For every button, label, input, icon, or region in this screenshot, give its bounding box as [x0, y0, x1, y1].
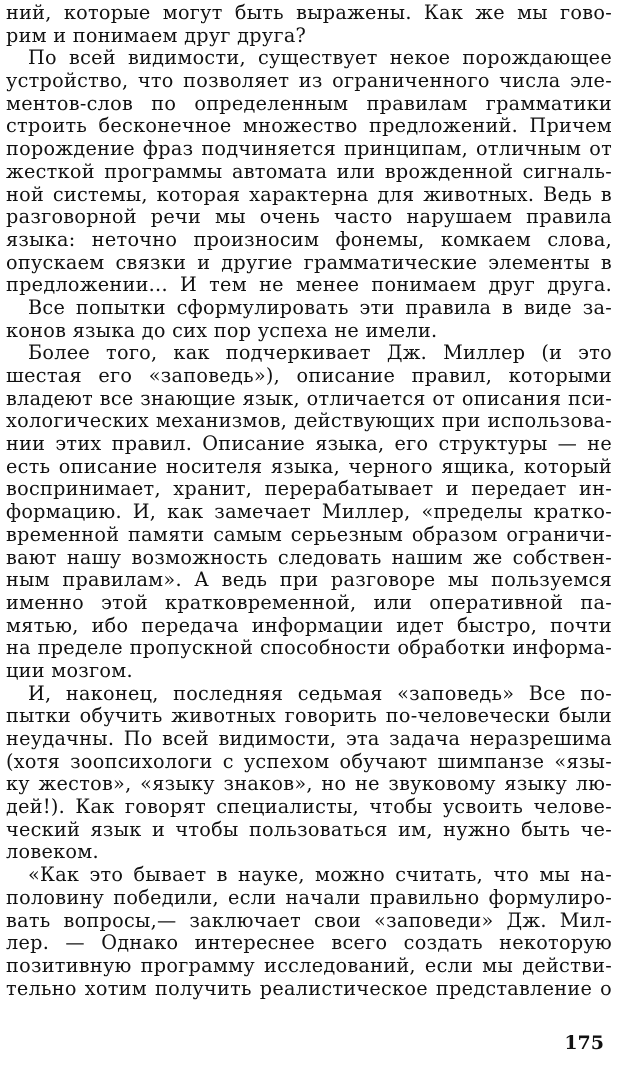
- text-line: мятью, ибо передача информации идет быстро, почти: [6, 614, 612, 637]
- text-line: ции мозгом.: [6, 659, 133, 682]
- text-line: вают нашу возможность следовать нашим же собствен-: [6, 546, 612, 569]
- text-line: Более того, как подчеркивает Дж. Миллер (и это: [28, 342, 612, 365]
- text-line: хологических механизмов, действующих при использова-: [6, 410, 612, 433]
- text-line: разговорной речи мы очень часто нарушаем правила: [6, 206, 612, 229]
- text-line: именно этой кратковременной, или оперативной па-: [6, 591, 612, 614]
- text-line: языка: неточно произносим фонемы, комкаем слова,: [6, 228, 612, 251]
- text-line: дей!). Как говорят специалисты, чтобы усвоить челове-: [6, 796, 612, 819]
- text-line: ным правилам». А ведь при разговоре мы пользуемся: [6, 569, 612, 592]
- text-line: ной системы, которая характерна для животных. Ведь в: [6, 183, 612, 206]
- page-number: 175: [564, 1032, 604, 1054]
- text-line: По всей видимости, существует некое порождающее: [28, 47, 612, 70]
- text-line: формацию. И, как замечает Миллер, «пределы кратко-: [6, 501, 612, 524]
- text-line: (хотя зоопсихологи с успехом обучают шимпанзе «язы-: [6, 750, 612, 773]
- text-line: шестая его «заповедь»), описание правил, которыми: [6, 365, 612, 387]
- text-line: опускаем связки и другие грамматические элементы в: [6, 251, 612, 274]
- text-line: есть описание носителя языка, черного ящика, который: [6, 455, 612, 478]
- text-line: строить бесконечное множество предложений. Причем: [6, 115, 612, 138]
- text-line: рим и понимаем друг друга?: [6, 24, 307, 47]
- text-line: ческий язык и чтобы пользоваться им, нужно быть че-: [6, 818, 612, 841]
- text-line: «Как это бывает в науке, можно считать, что мы на-: [28, 864, 612, 887]
- book-page: [6, 2, 612, 1066]
- text-line: конов языка до сих пор успеха не имели.: [6, 319, 438, 342]
- text-line: жесткой программы автомата или врожденной сигналь-: [6, 160, 612, 183]
- text-line: ний, которые могут быть выражены. Как же мы гово-: [6, 2, 612, 24]
- text-line: позитивную программу исследований, если мы действи-: [6, 954, 612, 977]
- text-line: воспринимает, хранит, перерабатывает и передает ин-: [6, 478, 612, 501]
- text-line: лер. — Однако интереснее всего создать некоторую: [6, 932, 612, 955]
- text-line: устройство, что позволяет из ограниченного числа эле-: [6, 70, 612, 93]
- text-line: Все попытки сформулировать эти правила в виде за-: [28, 296, 612, 319]
- text-line: нии этих правил. Описание языка, его структуры — не: [6, 433, 612, 456]
- text-line: половину победили, если начали правильно формулиро-: [6, 886, 612, 909]
- text-line: предложении... И тем не менее понимаем друг друга.: [6, 274, 612, 297]
- text-line: тельно хотим получить реалистическое представление о: [6, 977, 612, 1000]
- text-line: неудачны. По всей видимости, эта задача неразрешима: [6, 728, 612, 750]
- text-line: на пределе пропускной способности обработки информа-: [6, 637, 612, 660]
- text-line: И, наконец, последняя седьмая «заповедь» Все по-: [28, 682, 612, 705]
- text-line: временной памяти самым серьезным образом ограничи-: [6, 523, 612, 546]
- text-line: ментов-слов по определенным правилам грамматики: [6, 92, 612, 115]
- text-line: ку жестов», «языку знаков», но не звуковому языку лю-: [6, 773, 612, 796]
- text-line: пытки обучить животных говорить по-человечески были: [6, 705, 612, 728]
- text-line: владеют все знающие язык, отличается от описания пси-: [6, 387, 612, 410]
- text-line: порождение фраз подчиняется принципам, отличным от: [6, 138, 612, 161]
- body-text: [6, 2, 612, 1000]
- text-line: ловеком.: [6, 841, 99, 864]
- text-line: вать вопросы,— заключает свои «заповеди» Дж. Мил-: [6, 909, 612, 932]
